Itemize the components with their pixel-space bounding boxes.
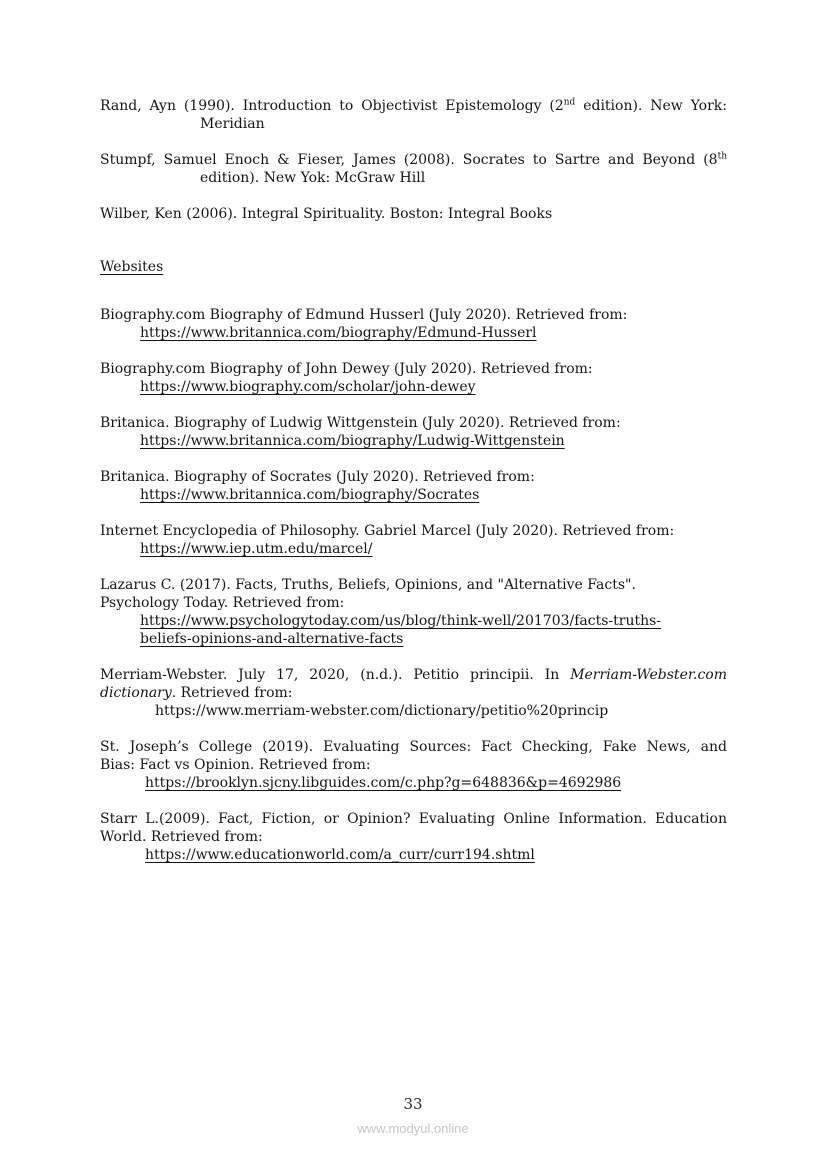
reference-link[interactable]: https://www.psychologytoday.com/us/blog/think-well/201703/facts-truths- [140, 613, 662, 629]
reference-link[interactable]: https://www.biography.com/scholar/john-dewey [140, 379, 476, 395]
reference-text: World. Retrieved from: [100, 829, 263, 845]
reference-text-part: Rand, Ayn (1990). Introduction to Objectivist Epistemology (2 [100, 98, 564, 114]
reference-text: Lazarus C. (2017). Facts, Truths, Beliefs, Opinions, and "Alternative Facts". [100, 577, 636, 593]
references-page-content [100, 97, 727, 882]
reference-text-part: . Retrieved from: [171, 685, 293, 701]
reference-link[interactable]: https://www.merriam-webster.com/dictionary/petitio%20princip [155, 703, 609, 719]
reference-text-continuation: Meridian [200, 116, 265, 132]
reference-text-continuation: edition). New Yok: McGraw Hill [200, 170, 426, 186]
reference-entry-lazarus [100, 576, 727, 648]
reference-link[interactable]: https://www.britannica.com/biography/Socrates [140, 487, 480, 503]
reference-text-part: edition). New York: [575, 98, 727, 114]
reference-text: Biography.com Biography of John Dewey (July 2020). Retrieved from: [100, 361, 593, 377]
reference-text: St. Joseph’s College (2019). Evaluating Sources: Fact Checking, Fake News, and [100, 739, 727, 755]
page-number: 33 [403, 1095, 423, 1113]
reference-link[interactable]: https://brooklyn.sjcny.libguides.com/c.php?g=648836&p=4692986 [145, 775, 622, 791]
reference-link[interactable]: https://www.britannica.com/biography/Edmund-Husserl [140, 325, 537, 341]
reference-entry-st-josephs [100, 738, 727, 792]
reference-source-italic: Merriam-Webster.com [570, 667, 727, 683]
reference-link[interactable]: https://www.educationworld.com/a_curr/curr194.shtml [145, 847, 535, 863]
reference-entry-rand [100, 97, 727, 133]
watermark: www.modyul.online [357, 1121, 469, 1136]
reference-text [100, 97, 727, 115]
reference-entry-merriam-webster [100, 666, 727, 720]
reference-link-continuation[interactable]: beliefs-opinions-and-alternative-facts [140, 631, 404, 647]
reference-text-part: Merriam-Webster. July 17, 2020, (n.d.). Petitio principii. In [100, 667, 571, 683]
reference-text [100, 666, 727, 684]
reference-source-italic: dictionary [100, 685, 172, 701]
reference-text: Bias: Fact vs Opinion. Retrieved from: [100, 757, 371, 773]
reference-link[interactable]: https://www.iep.utm.edu/marcel/ [140, 541, 373, 557]
reference-entry-dewey [100, 360, 727, 396]
reference-text: Starr L.(2009). Fact, Fiction, or Opinion? Evaluating Online Information. Education [100, 811, 727, 827]
reference-entry-wilber [100, 205, 727, 223]
ordinal-superscript: th [717, 151, 727, 162]
reference-text: Psychology Today. Retrieved from: [100, 595, 345, 611]
ordinal-superscript: nd [563, 97, 576, 108]
reference-entry-husserl [100, 306, 727, 342]
reference-link[interactable]: https://www.britannica.com/biography/Ludwig-Wittgenstein [140, 433, 565, 449]
reference-text-part: Stumpf, Samuel Enoch & Fieser, James (2008). Socrates to Sartre and Beyond (8 [100, 152, 718, 168]
reference-entry-starr [100, 810, 727, 864]
reference-text: Britanica. Biography of Socrates (July 2020). Retrieved from: [100, 469, 535, 485]
reference-text [100, 684, 727, 702]
reference-entry-wittgenstein [100, 414, 727, 450]
reference-text [100, 151, 727, 169]
reference-text: Internet Encyclopedia of Philosophy. Gabriel Marcel (July 2020). Retrieved from: [100, 523, 675, 539]
reference-text: Biography.com Biography of Edmund Husserl (July 2020). Retrieved from: [100, 307, 628, 323]
reference-entry-stumpf [100, 151, 727, 187]
reference-entry-marcel [100, 522, 727, 558]
page-footer [0, 1094, 826, 1138]
reference-text: Wilber, Ken (2006). Integral Spirituality. Boston: Integral Books [100, 206, 553, 222]
reference-entry-socrates [100, 468, 727, 504]
section-heading-websites: Websites [100, 259, 164, 275]
reference-text: Britanica. Biography of Ludwig Wittgenstein (July 2020). Retrieved from: [100, 415, 621, 431]
